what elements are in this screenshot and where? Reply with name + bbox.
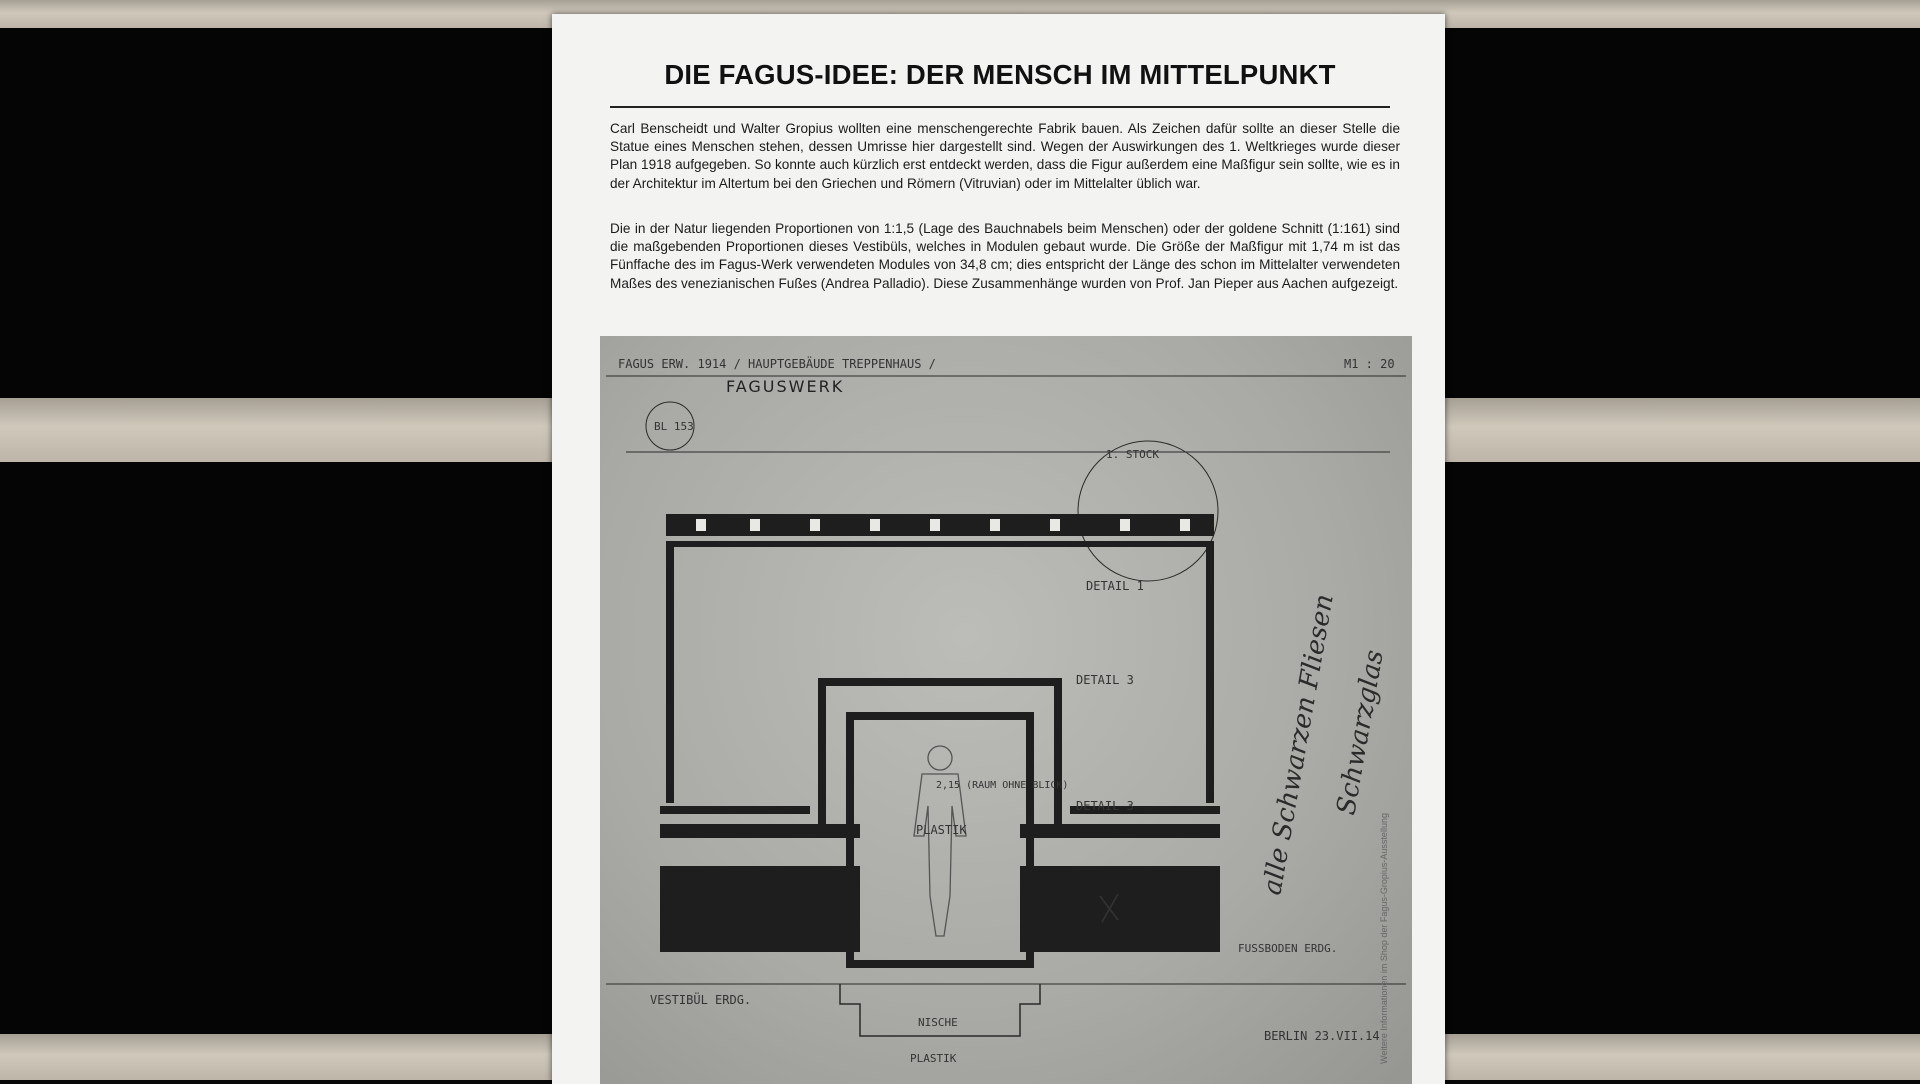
drawing-header: FAGUS ERW. 1914 / HAUPTGEBÄUDE TREPPENHAUS /: [618, 357, 936, 371]
vestibul-label: VESTIBÜL ERDG.: [650, 993, 752, 1007]
panel-title: DIE FAGUS-IDEE: DER MENSCH IM MITTELPUNKT: [664, 59, 1336, 90]
credit-text: Weitere Informationen im Shop der Fagus-Gropius-Ausstellung: [1379, 813, 1389, 1064]
paragraph-1: Carl Benscheidt und Walter Gropius wollten eine menschengerechte Fabrik bauen. Als Zeichen dafür sollte an dieser Stelle die Statue eines Menschen stehen, dessen Umrisse hier dargestellt sind. Wegen der Auswirkungen des 1. Weltkrieges wurde dieser Plan 1918 aufgegeben. So konnte auch kürzlich erst entdeckt werden, dass die Figur außerdem eine Maßfigur sein sollte, wie es in der Architektur im Altertum bei den Griechen und Römern (Vitruvian) oder im Mittelalter üblich war.: [610, 121, 1400, 191]
paragraph-2: Die in der Natur liegenden Proportionen von 1:1,5 (Lage des Bauchnabels beim Menschen) oder der goldene Schnitt (1:161) sind die maßgebenden Proportionen dieses Vestibüls, welches in Modulen gebaut wurde. Die Größe der Maßfigur mit 1,74 m ist das Fünffache des im Fagus-Werk verwendeten Modules von 34,8 cm; dies entspricht der Länge des schon im Mittelalter verwendeten Maßes des venezianischen Fußes (Andrea Palladio). Diese Zusammenhänge wurden von Prof. Jan Pieper aus Aachen aufgezeigt.: [610, 221, 1400, 291]
detail3-bottom-label: DETAIL 3: [1076, 799, 1134, 813]
floor-label: FUSSBODEN ERDG.: [1238, 942, 1338, 955]
script-line-1: alle Schwarzen Fliesen: [1257, 591, 1340, 898]
info-panel: [552, 14, 1445, 1084]
plastik-bottom-label: PLASTIK: [910, 1052, 957, 1065]
sheet-number: BL 153: [654, 420, 694, 433]
drawing-svg: [600, 336, 1412, 1084]
plastik-label: PLASTIK: [916, 823, 967, 837]
nische-label: NISCHE: [918, 1016, 958, 1029]
script-line-2: Schwarzglas: [1331, 647, 1390, 818]
architectural-drawing: [600, 336, 1412, 1084]
figure-silhouette: [914, 746, 966, 936]
drawing-scale: M1 : 20: [1344, 357, 1395, 371]
stock-label: 1. STOCK: [1106, 448, 1159, 461]
detail1-label: DETAIL 1: [1086, 579, 1144, 593]
detail1-circle: [1078, 441, 1218, 581]
handwritten-title: FAGUSWERK: [726, 377, 845, 396]
detail3-top-label: DETAIL 3: [1076, 673, 1134, 687]
title-rule: [610, 106, 1390, 108]
figure-note: 2,15 (RAUM OHNE BLICK): [936, 780, 1069, 791]
date-label: BERLIN 23.VII.14: [1264, 1029, 1380, 1043]
